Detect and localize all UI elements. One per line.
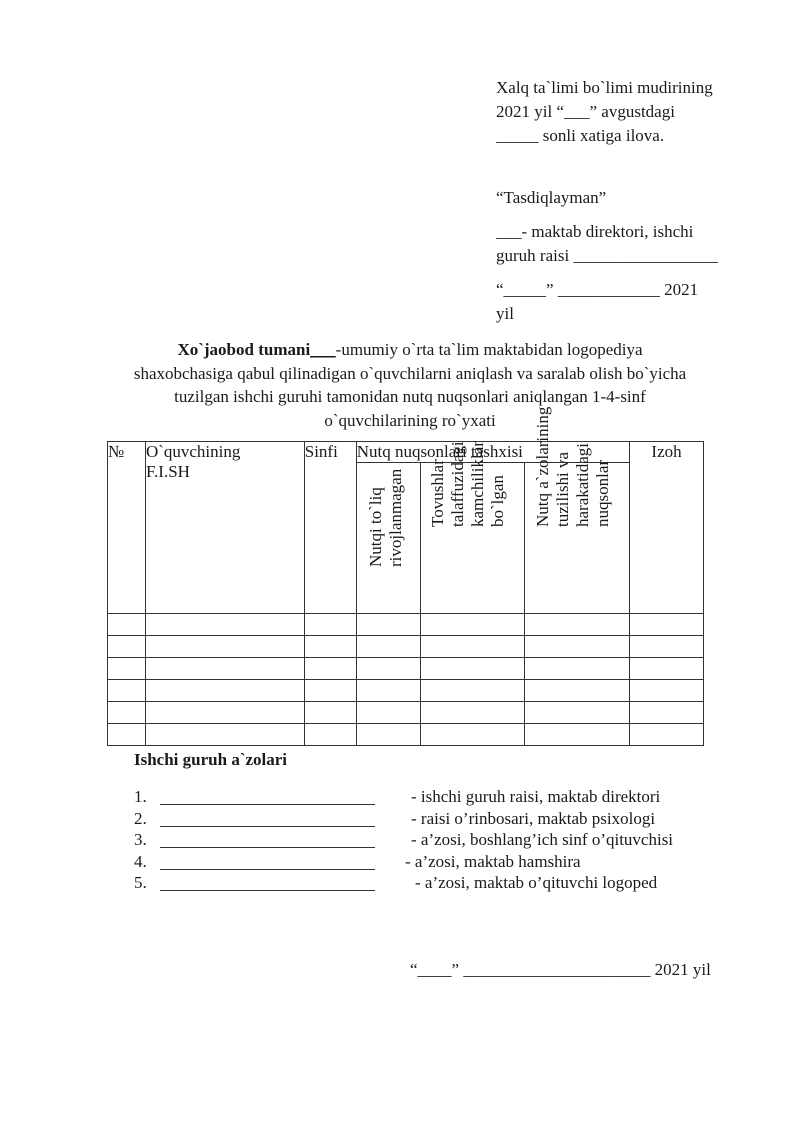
date-line-2: yil <box>496 304 514 323</box>
sub2-line-2: talaffuzidagi <box>448 441 468 527</box>
table-row <box>108 680 704 702</box>
sub2-line-4: bo`lgan <box>488 475 508 527</box>
table-row <box>108 636 704 658</box>
col-student-name-line-1: O`quvchining <box>145 442 241 461</box>
sub3-line-2: tuzilishi va <box>553 451 573 527</box>
title-line-1-rest: -umumiy o`rta ta`lim maktabidan logopediya <box>335 340 643 359</box>
document-title <box>110 338 710 432</box>
col-speech-underdeveloped-header <box>356 463 420 614</box>
member-role: - a’zosi, maktab hamshira <box>405 851 581 871</box>
signature-line <box>160 783 375 805</box>
member-role: - a’zosi, maktab o’qituvchi logoped <box>415 873 658 892</box>
sub2-line-3: kamchiliklar <box>468 441 488 527</box>
header-block <box>496 76 756 326</box>
footer-date: “____” ______________________ 2021 yil <box>410 960 711 979</box>
title-line-3: tuzilgan ishchi guruhi tamonidan nutq nuqsonlari aniqlangan 1-4-sinf <box>174 387 646 406</box>
col-diagnosis-group-header: Nutq nuqsonlari tashxisi <box>356 442 629 463</box>
title-line-4: o`quvchilarining ro`yxati <box>324 410 496 430</box>
signature-line <box>160 805 375 827</box>
member-role: - ishchi guruh raisi, maktab direktori <box>411 787 661 806</box>
member-number: 1. <box>134 787 147 806</box>
approve-label: “Tasdiqlayman” <box>496 188 607 207</box>
col-note-header: Izoh <box>630 442 704 614</box>
school-number-blank: ___ <box>310 340 336 359</box>
table-row <box>108 658 704 680</box>
header-line-3: _____ sonli xatiga ilova. <box>496 126 665 145</box>
table-row <box>108 614 704 636</box>
sub1-line-1: Nutqi to`liq <box>366 487 386 567</box>
signature-line <box>160 869 375 891</box>
sub1-line-2: rivojlanmagan <box>386 468 406 567</box>
district-name: Xo`jaobod tumani <box>177 340 311 359</box>
title-line-1 <box>110 338 710 362</box>
members-title: Ishchi guruh a`zolari <box>134 750 288 769</box>
signature-line <box>160 848 375 870</box>
member-number: 2. <box>134 808 147 828</box>
member-role: - raisi o’rinbosari, maktab psixologi <box>411 808 656 828</box>
member-number: 3. <box>134 830 147 849</box>
header-line-1: Xalq ta`limi bo`limi mudirining <box>496 78 713 97</box>
table-row <box>108 702 704 724</box>
date-line-1: “_____” ____________ 2021 <box>496 280 699 299</box>
sub2-line-1: Tovushlar <box>428 459 448 527</box>
member-number: 4. <box>134 851 147 871</box>
director-line-1: ___- maktab direktori, ishchi <box>496 222 694 241</box>
sub3-line-3: harakatidagi <box>573 442 593 527</box>
col-student-name-header <box>145 442 304 614</box>
member-role: - a’zosi, boshlang’ich sinf o’qituvchisi <box>411 830 674 849</box>
table-row <box>108 724 704 746</box>
col-student-name-line-2: F.I.SH <box>145 462 190 481</box>
header-line-2: 2021 yil “___” avgustdagi <box>496 102 675 121</box>
col-class-header: Sinfi <box>304 442 356 614</box>
member-number: 5. <box>134 873 147 892</box>
title-line-2: shaxobchasiga qabul qilinadigan o`quvchilarni aniqlash va saralab olish bo`yicha <box>133 363 687 383</box>
col-speech-organs-defects-header <box>525 406 630 614</box>
col-number-header: № <box>108 442 146 614</box>
director-line-2: guruh raisi _________________ <box>496 246 718 265</box>
signature-line <box>160 826 375 848</box>
sub3-line-1: Nutq a`zolarining <box>533 406 553 527</box>
sub3-line-4: nuqsonlar <box>593 459 613 527</box>
